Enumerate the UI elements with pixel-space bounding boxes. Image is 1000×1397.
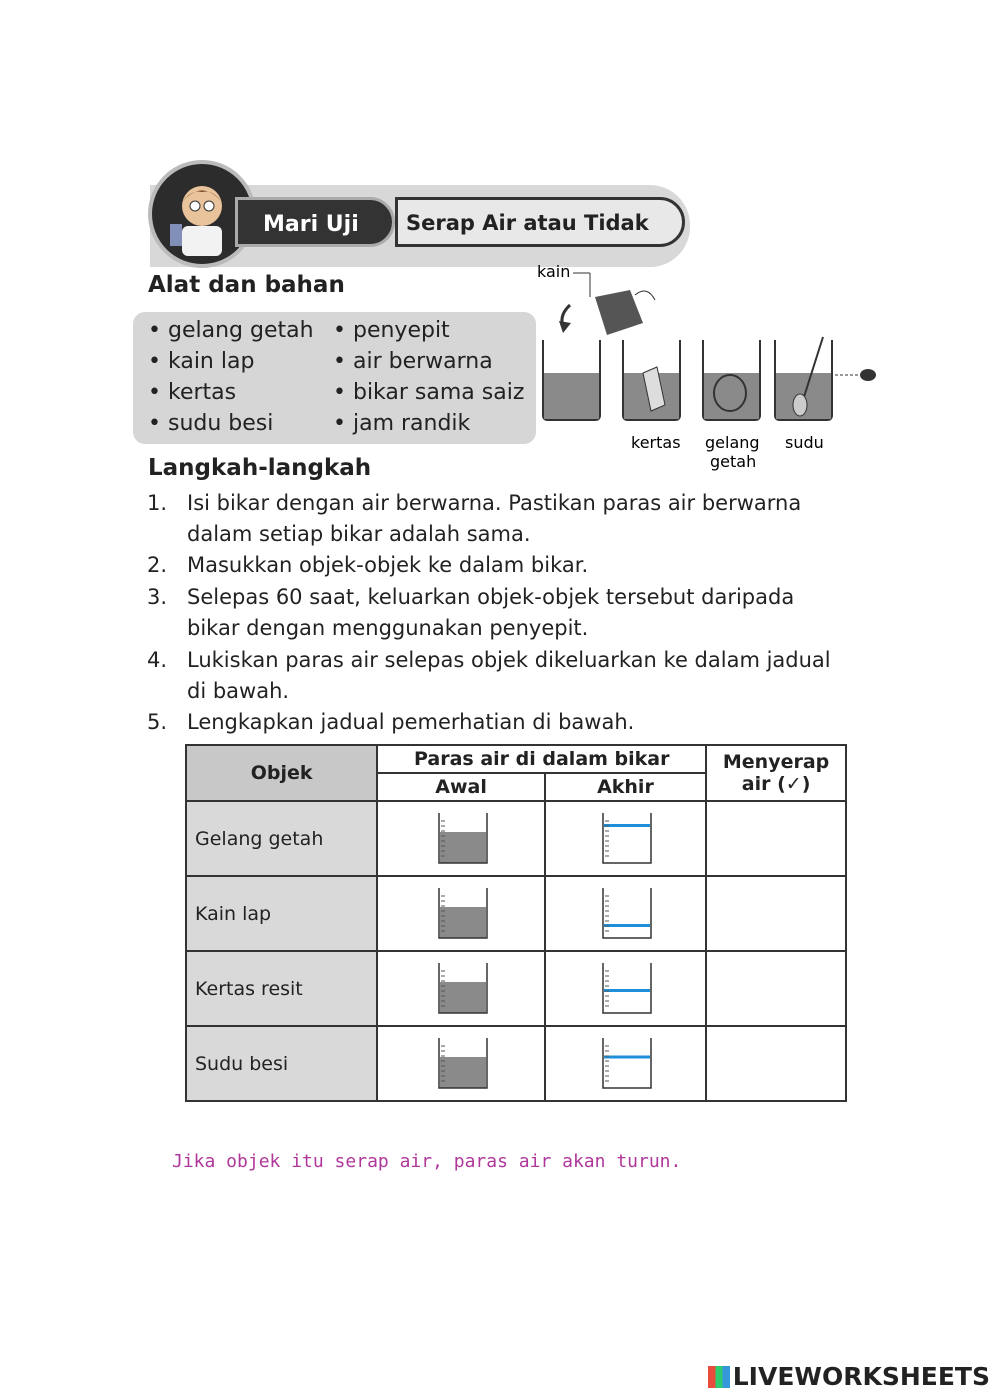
beaker-icon: [595, 882, 655, 942]
list-item: • sudu besi: [148, 411, 274, 436]
table-row: [186, 1026, 846, 1101]
beaker-awal: [377, 1026, 544, 1101]
beaker-icon: [431, 957, 491, 1017]
beaker-outline: [603, 888, 651, 938]
beaker-icon: [595, 807, 655, 867]
beaker-icon: [431, 807, 491, 867]
object-name: Kain lap: [186, 876, 377, 951]
beaker-icon: [431, 882, 491, 942]
beaker-akhir[interactable]: [545, 1026, 706, 1101]
beaker-icon: [623, 340, 680, 420]
label-gelang: gelang: [705, 433, 760, 452]
object-name: Sudu besi: [186, 1026, 377, 1101]
beaker-icon: [703, 340, 760, 420]
list-item: • gelang getah: [148, 318, 314, 343]
beaker-awal: [377, 876, 544, 951]
list-item: • penyepit: [333, 318, 450, 343]
observation-table: [185, 744, 847, 1102]
steps-title: Langkah-langkah: [148, 455, 372, 481]
beaker-icon: [595, 1032, 655, 1092]
materials-left-list: [148, 318, 314, 442]
list-item: • bikar sama saiz: [333, 380, 525, 405]
label-sudu: sudu: [785, 433, 824, 452]
answer-cell[interactable]: [706, 801, 846, 876]
answer-cell[interactable]: [706, 1026, 846, 1101]
beaker-icon: [775, 337, 832, 420]
step-item: 4. Lukiskan paras air selepas objek dikeluarkan ke dalam jadual di bawah.: [147, 648, 831, 703]
water-fill: [440, 982, 486, 1013]
list-item: • kain lap: [148, 349, 255, 374]
beaker-akhir[interactable]: [545, 951, 706, 1026]
cloth-icon: [559, 290, 655, 335]
label-kertas: kertas: [631, 433, 681, 452]
object-name: Gelang getah: [186, 801, 377, 876]
beaker-outline: [603, 1038, 651, 1088]
hint-note: Jika objek itu serap air, paras air akan turun.: [172, 1151, 682, 1172]
beaker-icon: [431, 1032, 491, 1092]
beaker-akhir[interactable]: [545, 876, 706, 951]
col-header-menyerap: Menyerap air (✓): [706, 745, 846, 801]
beaker-akhir[interactable]: [545, 801, 706, 876]
col-header-objek: Objek: [186, 745, 377, 801]
brand-logo: LIVEWORKSHEETS: [708, 1362, 990, 1391]
beaker-awal: [377, 951, 544, 1026]
activity-tag: Mari Uji: [235, 197, 395, 247]
beaker-outline: [603, 813, 651, 863]
col-header-akhir: Akhir: [545, 773, 706, 801]
col-header-paras: Paras air di dalam bikar: [377, 745, 706, 773]
materials-title: Alat dan bahan: [148, 272, 345, 298]
eye-icon: [835, 369, 876, 381]
step-item: 5. Lengkapkan jadual pemerhatian di bawah.: [147, 710, 635, 734]
object-name: Kertas resit: [186, 951, 377, 1026]
liveworksheets-logo-icon: [708, 1366, 730, 1388]
label-getah: getah: [710, 452, 757, 471]
materials-right-list: [333, 318, 524, 442]
table-row: [186, 876, 846, 951]
label-kain: kain: [537, 262, 571, 281]
list-item: • air berwarna: [333, 349, 493, 374]
activity-title: Serap Air atau Tidak: [395, 197, 685, 247]
answer-cell[interactable]: [706, 951, 846, 1026]
list-item: • jam randik: [333, 411, 471, 436]
beaker-awal: [377, 801, 544, 876]
water-fill: [440, 1057, 486, 1088]
list-item: • kertas: [148, 380, 237, 405]
beaker-icon: [595, 957, 655, 1017]
table-row: [186, 801, 846, 876]
water-fill: [440, 832, 486, 863]
step-item: 2. Masukkan objek-objek ke dalam bikar.: [147, 553, 589, 577]
beaker-icon: [543, 340, 600, 420]
step-item: 1. Isi bikar dengan air berwarna. Pastikan paras air berwarna dalam setiap bikar adalah sama.: [147, 491, 802, 546]
step-item: 3. Selepas 60 saat, keluarkan objek-objek tersebut daripada bikar dengan menggunakan penyepit.: [147, 585, 795, 640]
water-fill: [440, 907, 486, 938]
table-row: [186, 951, 846, 1026]
answer-cell[interactable]: [706, 876, 846, 951]
experiment-illustration: [535, 255, 885, 475]
col-header-awal: Awal: [377, 773, 544, 801]
beaker-outline: [603, 963, 651, 1013]
